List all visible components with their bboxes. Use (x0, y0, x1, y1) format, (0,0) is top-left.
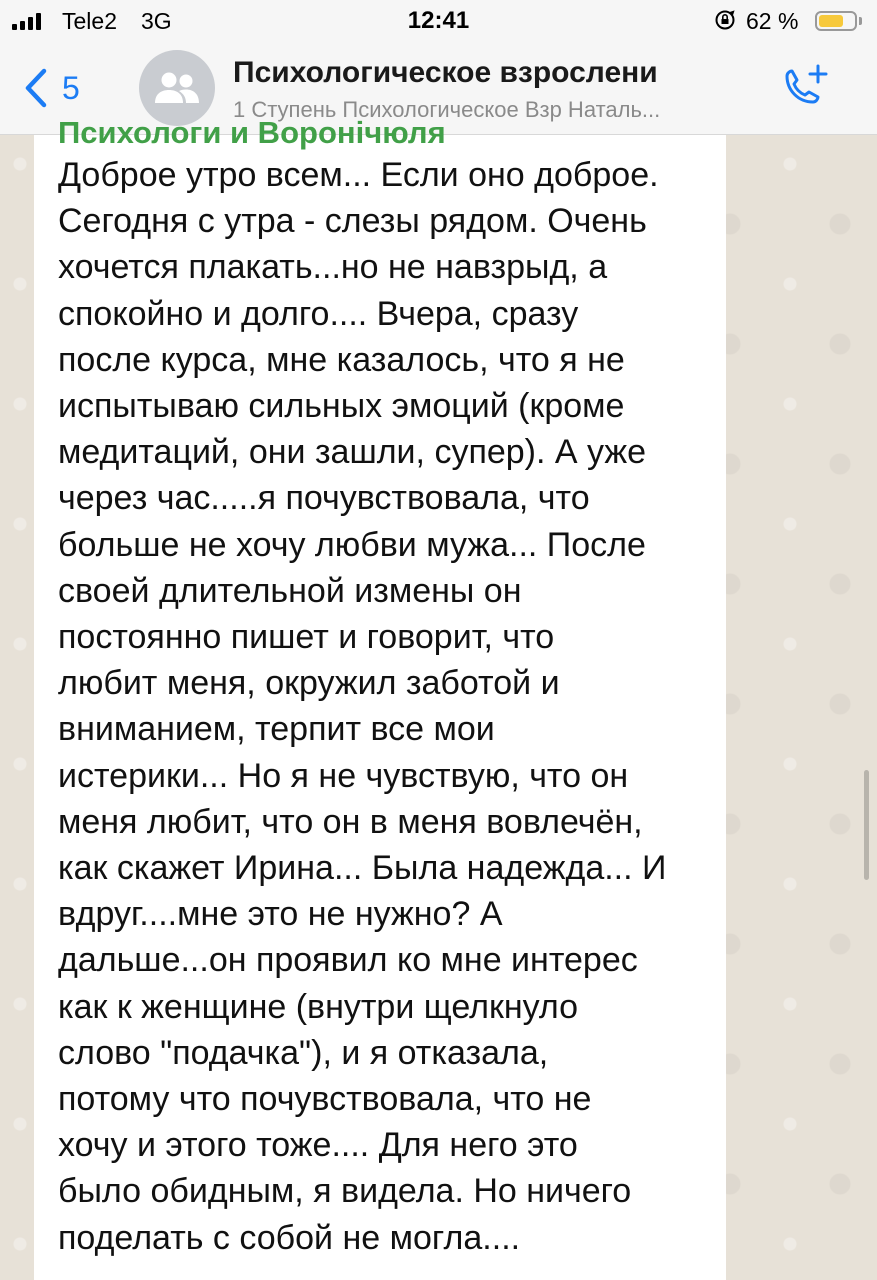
message-line: Доброе утро всем... Если оно доброе. (58, 156, 659, 194)
message-line: поделать с собой не могла.... (58, 1218, 521, 1257)
chevron-left-icon (22, 67, 48, 109)
chat-title[interactable]: Психологическое взрослени (233, 56, 658, 89)
message-line: медитаций, они зашли, супер). А уже (58, 433, 647, 472)
battery-icon (815, 11, 857, 31)
message-line: своей длительной измены он (58, 571, 522, 610)
message-line: любит меня, окружил заботой и (58, 664, 560, 703)
chat-participants[interactable]: 1 Ступень Психологическое Взр Наталь... (233, 97, 661, 122)
clock: 12:41 (407, 7, 470, 34)
rotation-lock-icon (714, 9, 736, 31)
message-bubble[interactable] (34, 115, 726, 1280)
battery-fill (819, 15, 843, 27)
unread-count: 5 (62, 69, 80, 106)
add-call-icon[interactable] (778, 62, 834, 118)
status-bar (0, 0, 877, 44)
message-line: хочу и этого тоже.... Для него это (58, 1126, 578, 1165)
message-line: истерики... Но я не чувствую, что он (58, 756, 629, 795)
message-line: потому что почувствовала, что не (58, 1080, 592, 1119)
message-line: меня любит, что он в меня вовлечён, (58, 802, 643, 841)
message-line: через час.....я почувствовала, что (58, 479, 590, 518)
back-button[interactable] (22, 62, 80, 114)
message-line: слово "подачка"), и я отказала, (58, 1033, 549, 1072)
message-line: вдруг....мне это не нужно? А (58, 895, 503, 934)
message-line: Сегодня с утра - слезы рядом. Очень (58, 202, 647, 241)
message-line: испытываю сильных эмоций (кроме (58, 387, 625, 426)
group-icon (152, 70, 202, 106)
network-type: 3G (141, 8, 172, 34)
carrier-name: Tele2 (62, 8, 117, 34)
battery-tip (859, 17, 862, 25)
message-text (58, 152, 666, 1261)
message-line: постоянно пишет и говорит, что (58, 618, 555, 657)
battery-percent: 62 % (746, 8, 799, 34)
message-sender[interactable]: Психологи и Воронічюля (58, 115, 446, 150)
message-line: больше не хочу любви мужа... После (58, 525, 646, 564)
message-line: как скажет Ирина... Была надежда... И (58, 849, 667, 888)
message-line: спокойно и долго.... Вчера, сразу (58, 294, 579, 333)
message-line: как к женщине (внутри щелкнуло (58, 987, 579, 1026)
message-line: после курса, мне казалось, что я не (58, 340, 625, 379)
message-line: было обидным, я видела. Но ничего (58, 1172, 632, 1211)
scrollbar[interactable] (864, 770, 869, 880)
message-line: хочется плакать...но не навзрыд, а (58, 248, 608, 287)
message-line: вниманием, терпит все мои (58, 710, 495, 749)
message-line: дальше...он проявил ко мне интерес (58, 941, 638, 980)
